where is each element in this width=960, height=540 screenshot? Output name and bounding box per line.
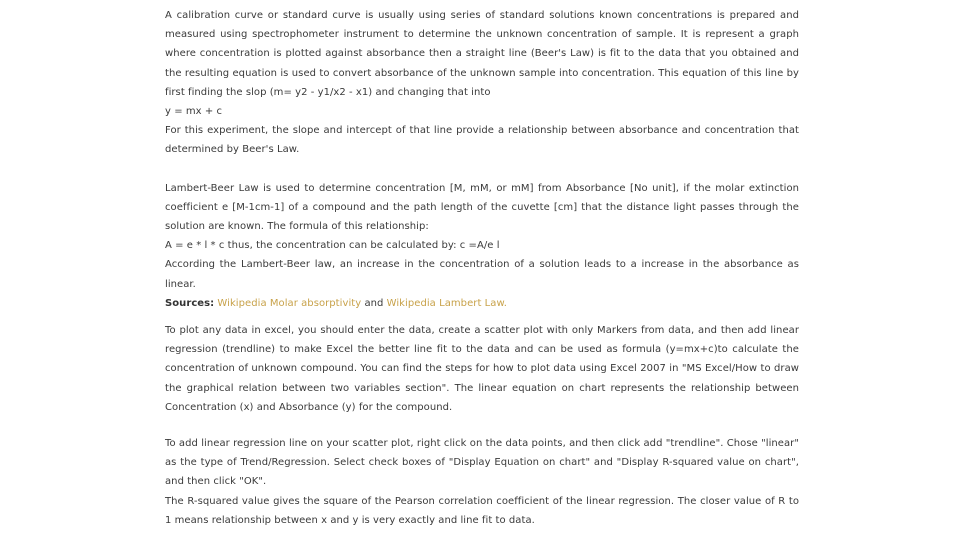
beer-law-formula: A = e * l * c thus, the concentration can be calculated by: c =A/e l [165, 240, 500, 252]
spacer [165, 417, 799, 434]
paragraph-r-squared: The R-squared value gives the square of the Pearson correlation coefficient of the linear regression. The closer value of R to 1 means relationship between x and y is very exactly and line fit to data. [165, 495, 799, 526]
article-body [165, 6, 799, 530]
spacer [165, 313, 799, 321]
sources-line [165, 294, 799, 313]
paragraph-trendline: To add linear regression line on your scatter plot, right click on the data points, and then click add "trendline". Chose "linear" as the type of Trend/Regression. Select check boxes of "Display Equation on chart" and "Display R-squared value on chart", and then click "OK". [165, 438, 799, 488]
spacer [165, 160, 799, 179]
paragraph-calibration-curve: A calibration curve or standard curve is usually using series of standard solutions known concentrations is prepared and measured using spectrophometer instrument to determine the unknown concentration of sample. It is represent a graph where concentration is plotted against absorbance then a straight line (Beer's Law) is fit to the data that you obtained and the resulting equation is used to convert absorbance of the unknown sample into concentration. This equation of this line by first finding the slop (m= y2 - y1/x2 - x1) and changing that into [165, 10, 799, 98]
paragraph-slope-intercept: For this experiment, the slope and intercept of that line provide a relationship between absorbance and concentration that determined by Beer's Law. [165, 125, 799, 156]
sources-label: Sources: [165, 297, 215, 309]
paragraph-lambert-beer-conclusion: According the Lambert-Beer law, an increase in the concentration of a solution leads to a increase in the absorbance as linear. [165, 259, 799, 290]
link-wikipedia-molar-absorptivity[interactable]: Wikipedia Molar absorptivity [217, 297, 362, 309]
paragraph-excel-plot: To plot any data in excel, you should enter the data, create a scatter plot with only Markers from data, and then add linear regression (trendline) to make Excel the better line fit to the data and can be used as formula (y=mx+c)to calculate the concentration of unknown compound. You can find the steps for how to plot data using Excel 2007 in "MS Excel/How to draw the graphical relation between two variables section". The linear equation on chart represents the relationship between Concentration (x) and Absorbance (y) for the compound. [165, 325, 799, 413]
sources-and: and [361, 297, 387, 309]
paragraph-lambert-beer: Lambert-Beer Law is used to determine concentration [M, mM, or mM] from Absorbance [No unit], if the molar extinction coefficient e [M-1cm-1] of a compound and the path length of the cuvette [cm] that the distance light passes through the solution are known. The formula of this relationship: [165, 182, 799, 233]
linear-equation: y = mx + c [165, 106, 223, 118]
link-wikipedia-lambert-law[interactable]: Wikipedia Lambert Law. [386, 297, 507, 309]
